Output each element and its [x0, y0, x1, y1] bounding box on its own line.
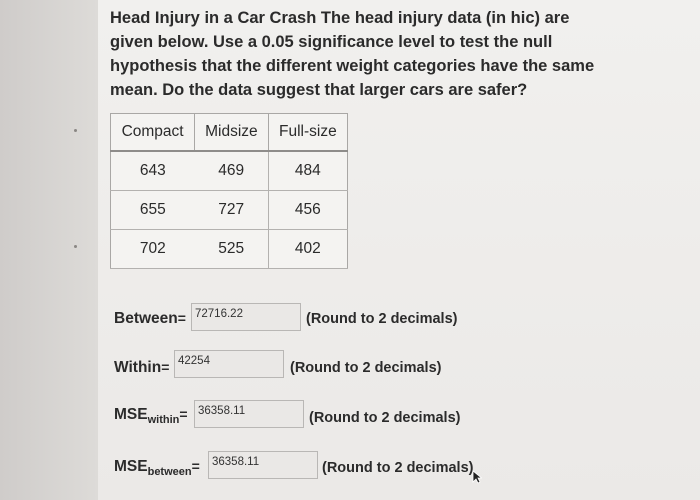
margin-dot: [74, 245, 77, 248]
table-row: [111, 191, 348, 230]
between-hint: (Round to 2 decimals): [306, 311, 458, 327]
mse-within-hint: (Round to 2 decimals): [309, 410, 461, 426]
mse-between-label: $MSE_{between}=$: [114, 458, 200, 478]
between-label: Between=: [114, 310, 186, 327]
question-text: Head Injury in a Car Crash The head injury data (in hic) are given below. Use a 0.05 significance level to test the null hypothesis that the different weight categories have the same mean. Do the data suggest that larger cars are safer?: [110, 9, 595, 99]
header-full-size: Full-size: [268, 114, 347, 152]
table-cell: 655: [111, 191, 195, 230]
table-cell: 525: [195, 230, 269, 269]
header-midsize: Midsize: [195, 114, 269, 152]
table-cell: 484: [268, 151, 347, 191]
within-input[interactable]: 42254: [174, 350, 284, 378]
mse-within-input[interactable]: 36358.11: [194, 400, 304, 428]
between-input[interactable]: 72716.22: [191, 303, 301, 331]
margin-dot: [74, 129, 77, 132]
table-header-row: [111, 114, 348, 152]
table-cell: 702: [111, 230, 195, 269]
table-cell: 402: [268, 230, 347, 269]
mouse-cursor-icon: [472, 470, 482, 484]
table-cell: 643: [111, 151, 195, 191]
within-hint: (Round to 2 decimals): [290, 360, 442, 376]
head-injury-table: [110, 113, 348, 269]
mse-between-input[interactable]: 36358.11: [208, 451, 318, 479]
left-margin: [0, 0, 98, 500]
table-cell: 727: [195, 191, 269, 230]
header-compact: Compact: [111, 114, 195, 152]
table-row: [111, 151, 348, 191]
table-cell: 456: [268, 191, 347, 230]
table-cell: 469: [195, 151, 269, 191]
within-label: Within=: [114, 359, 170, 376]
table-row: [111, 230, 348, 269]
mse-between-hint: (Round to 2 decimals): [322, 460, 474, 476]
question-panel: [98, 0, 700, 500]
mse-within-label: $MSE_{within}=$: [114, 406, 188, 426]
